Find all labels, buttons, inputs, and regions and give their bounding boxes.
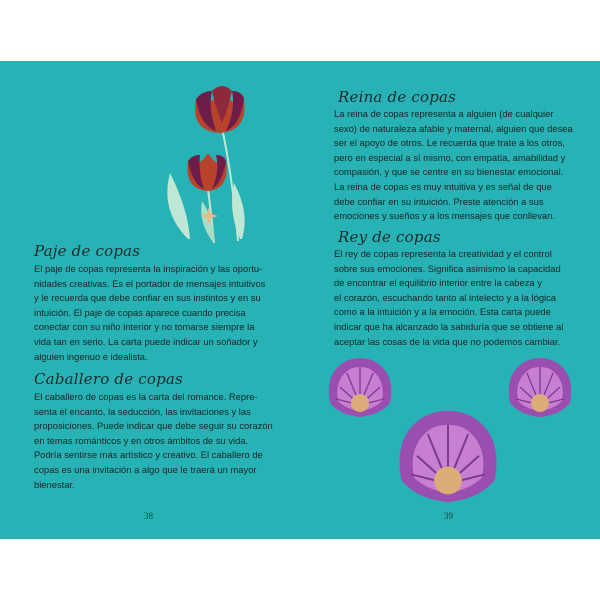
reina-paragraph: La reina de copas representa a alguien (de cualquier sexo) de naturaleza afable y maternal, alguien que desea ser el apoyo de otros. Le recuerda que trate a los otros, pero en especial a sí mismo, con empatía, amabilidad y compasión, y que se centre en su bienestar emocional. La reina de copas es muy intuitiva y es señal de que debe confiar en su intuición. Preste atención a sus emociones y sueños y a los mensajes que conllevan.: [334, 108, 573, 222]
seashell-illustration: [300, 357, 600, 537]
paje-paragraph: El paje de copas representa la inspiración y las oportu- nidades creativas. Es el portador de mensajes intuitivos y le recuerda que debe confiar en sus instintos y en su intuición. El paje de copas aparece cuando precisa conectar con su niño interior y no tomarse siempre la vida tan en serio. La carta puede indicar un soñador y alguien ingenuo e idealista.: [34, 263, 266, 362]
book-spread: [0, 61, 600, 539]
page-number-left: 38: [144, 511, 153, 521]
caballero-heading: Caballero de copas: [34, 370, 183, 388]
reina-heading: Reina de copas: [338, 88, 457, 106]
right-page: [300, 61, 600, 539]
rey-heading: Rey de copas: [338, 228, 441, 246]
leaf-left: [167, 173, 190, 239]
leaf-right: [232, 183, 245, 239]
caballero-paragraph: El caballero de copas es la carta del romance. Repre- senta el encanto, la seducción, las invitaciones y las proposiciones. Puede indicar que debe seguir su corazón en temas románticos y en otros ámbitos de su vida. Podría sentirse más artístico y creativo. El caballero de copas es una invitación a algo que le traerá un mayor bienestar.: [34, 391, 273, 490]
shell-center: [400, 411, 497, 502]
shell-left: [329, 358, 392, 417]
shell-right: [509, 358, 572, 417]
tulip-small: [187, 153, 226, 191]
paje-heading: Paje de copas: [34, 242, 141, 260]
tulip-large: [195, 86, 245, 133]
tulip-illustration: [0, 61, 300, 261]
left-page: [0, 61, 300, 539]
rey-paragraph: El rey de copas representa la creatividad y el control sobre sus emociones. Significa asimismo la capacidad de encontrar el equilibrio interior entre la cabeza y el corazón, escuchando tanto al intelecto y a la lógica como a la intuición y a la emoción. Esta carta puede indicar que ha alcanzado la sabiduría que se obtiene al aceptar las cosas de la vida que no podemos cambiar.: [334, 248, 564, 347]
page-number-right: 39: [444, 511, 453, 521]
